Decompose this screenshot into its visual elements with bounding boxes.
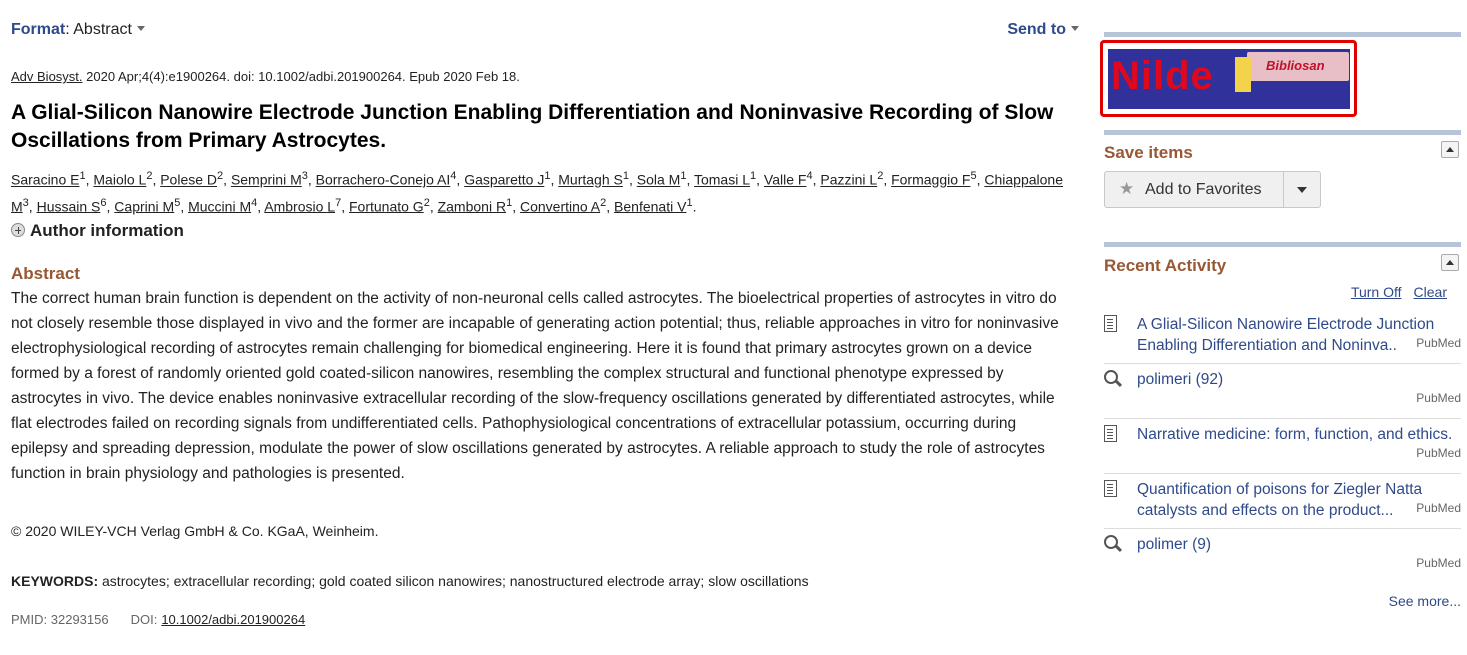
see-more-link[interactable]: See more... <box>1388 593 1461 609</box>
author-link[interactable]: Formaggio F <box>891 171 971 188</box>
affiliation-number: 5 <box>174 196 181 209</box>
author-link[interactable]: Pazzini L <box>820 171 878 188</box>
article-title: A Glial-Silicon Nanowire Electrode Junction Enabling Differentiation and Noninvasive Recording of Slow Oscillations from Primary Astrocytes. <box>11 101 1054 152</box>
add-favorites-label: Add to Favorites <box>1145 181 1262 198</box>
recent-activity-item <box>1104 364 1461 419</box>
add-to-favorites-button <box>1104 171 1321 208</box>
author-link[interactable]: Sola M <box>636 171 681 188</box>
collapse-recent-activity-button[interactable] <box>1441 254 1459 271</box>
source-label: PubMed <box>1416 556 1461 570</box>
turn-off-link[interactable]: Turn Off <box>1350 284 1402 300</box>
affiliation-number: 2 <box>877 170 884 182</box>
affiliation-number: 1 <box>544 170 551 182</box>
author-list: Saracino $E^1$, Maiolo $L^2$, Polese $D^2$, Semprini $M^3$, Borrachero-Conejo $AI^4$, Gasparetto $J^1$, Murtagh $S^1$, Sola $M^1$, Tomasi $L^1$, Valle $F^4$, Pazzini $L^2$, Formaggio $F^5$, Chiappalone $M^3$, Hussain $S^6$, Caprini $M^5$, Muccini $M^4$, Ambrosio $L^7$, Fortunato $G^2$, Zamboni $R^1$, Convertino $A^2$, Benfenati $V^1$. <box>11 170 1063 215</box>
recent-activity-item <box>1104 419 1461 474</box>
section-divider <box>1104 242 1461 247</box>
recent-activity-link[interactable]: A Glial-Silicon Nanowire Electrode Junction Enabling Differentiation and Noninva.. <box>1137 316 1435 354</box>
format-label: Format <box>11 21 66 38</box>
author-link[interactable]: Valle F <box>763 171 807 188</box>
doc-icon <box>1104 480 1117 497</box>
keywords <box>11 573 809 589</box>
citation-details: 2020 Apr;4(4):e1900264. doi: 10.1002/adbi.201900264. Epub 2020 Feb 18. <box>86 69 520 84</box>
doc-icon <box>1104 315 1117 332</box>
recent-activity-item <box>1104 309 1461 364</box>
pmid-value: 32293156 <box>50 612 109 627</box>
affiliation-number: 4 <box>806 170 813 182</box>
author-information-toggle[interactable] <box>11 221 184 241</box>
collapse-save-items-button[interactable] <box>1441 141 1459 158</box>
expand-plus-icon <box>11 223 25 237</box>
format-selector[interactable]: Format: Abstract <box>11 21 145 38</box>
affiliation-number: 3 <box>301 170 308 182</box>
copyright: © 2020 WILEY-VCH Verlag GmbH & Co. KGaA, Weinheim. <box>11 523 379 539</box>
format-row <box>11 21 1079 43</box>
add-favorites-main[interactable] <box>1105 172 1284 207</box>
affiliation-number: 1 <box>506 196 513 209</box>
affiliation-number: 2 <box>600 196 607 209</box>
author-link[interactable]: Gasparetto J <box>464 171 545 188</box>
author-link[interactable]: Maiolo L <box>93 171 147 188</box>
affiliation-number: 7 <box>335 196 342 209</box>
abstract-text: The correct human brain function is dependent on the activity of non-neuronal cells called astrocytes. The bioelectrical properties of astrocytes in vitro do not closely resemble those displayed in vivo and the former are incapable of generating action potential; thus, reliable approaches in vitro for noninvasive electrophysiological recording of astrocytes remain challenging for biomedical engineering. Here it is found that primary astrocytes grown on a device formed by a forest of randomly oriented gold coated-silicon nanowires, resembling the complex structural and functional phenotype expressed by astrocytes in vivo. The device enables noninvasive extracellular recording of the slow-frequency oscillations generated by differentiated astrocytes, while flat electrodes failed on recording signals from undifferentiated cells. Pathophysiological concentrations of extracellular potassium, occurring during epilepsy and spreading depression, modulate the power of slow oscillations generated by astrocytes. A reliable approach to study the role of astrocytes function in brain physiology and pathologies is presented. <box>11 290 1059 482</box>
send-to-menu[interactable] <box>1007 21 1079 39</box>
chevron-down-icon <box>137 26 145 31</box>
source-label: PubMed <box>1416 446 1461 460</box>
nilde-logo-text: Nilde <box>1111 54 1214 98</box>
bibliosan-logo-text: Bibliosan <box>1266 58 1325 73</box>
favorites-dropdown-button[interactable] <box>1284 172 1320 207</box>
keywords-text: astrocytes; extracellular recording; gold coated silicon nanowires; nanostructured electrode array; slow oscillations <box>102 573 809 589</box>
doi-link[interactable]: 10.1002/adbi.201900264 <box>161 612 306 627</box>
affiliation-number: 1 <box>686 196 693 209</box>
author-link[interactable]: Chiappalone M <box>11 171 1063 215</box>
recent-activity-item <box>1104 474 1461 529</box>
affiliation-number: 1 <box>750 170 757 182</box>
affiliation-number: 1 <box>622 170 629 182</box>
recent-activity-link[interactable]: polimer (9) <box>1137 536 1212 553</box>
section-divider <box>1104 32 1461 37</box>
author-link[interactable]: Convertino A <box>519 198 601 215</box>
author-link[interactable]: Borrachero-Conejo AI <box>315 171 451 188</box>
nilde-highlight-box <box>1100 40 1357 117</box>
search-icon <box>1104 370 1122 388</box>
author-link[interactable]: Hussain S <box>36 198 101 215</box>
affiliation-number: 2 <box>423 196 430 209</box>
format-value: Abstract <box>73 21 132 38</box>
abstract-heading: Abstract <box>11 264 80 283</box>
chevron-down-icon <box>1071 26 1079 31</box>
source-label: PubMed <box>1416 501 1461 515</box>
clear-link[interactable]: Clear <box>1413 284 1447 300</box>
author-link[interactable]: Caprini M <box>114 198 175 215</box>
recent-activity-link[interactable]: polimeri (92) <box>1137 371 1224 388</box>
affiliation-number: 1 <box>680 170 687 182</box>
journal-link[interactable]: Adv Biosyst. <box>11 69 83 84</box>
author-link[interactable]: Semprini M <box>230 171 302 188</box>
search-icon <box>1104 535 1122 553</box>
affiliation-number: 3 <box>22 196 29 209</box>
recent-activity-list <box>1104 309 1461 584</box>
affiliation-number: 2 <box>217 170 224 182</box>
source-label: PubMed <box>1416 336 1461 350</box>
author-link[interactable]: Ambrosio L <box>264 198 336 215</box>
source-label: PubMed <box>1416 391 1461 405</box>
nilde-bibliosan-logo[interactable] <box>1108 49 1350 109</box>
affiliation-number: 1 <box>79 170 86 182</box>
pmid-label: PMID: <box>11 612 48 627</box>
recent-activity-link[interactable]: Quantification of poisons for Ziegler Natta catalysts and effects on the product... <box>1137 481 1423 519</box>
citation <box>11 69 520 84</box>
recent-activity-actions <box>1339 284 1447 300</box>
logo-yellow-bar <box>1235 57 1251 92</box>
author-info-label: Author information <box>30 221 184 240</box>
section-divider <box>1104 130 1461 135</box>
doi-label: DOI: <box>130 612 158 627</box>
keywords-label: KEYWORDS: <box>11 573 99 589</box>
star-icon: ★ <box>1119 179 1135 198</box>
recent-activity-heading: Recent Activity <box>1104 256 1227 275</box>
author-link[interactable]: Saracino E <box>11 171 80 188</box>
send-to-label: Send to <box>1007 21 1066 38</box>
affiliation-number: 6 <box>100 196 107 209</box>
affiliation-number: 2 <box>146 170 153 182</box>
affiliation-number: 5 <box>970 170 977 182</box>
affiliation-number: 4 <box>251 196 258 209</box>
author-link[interactable]: Polese D <box>160 171 218 188</box>
save-items-heading: Save items <box>1104 143 1193 162</box>
author-link[interactable]: Muccini M <box>188 198 252 215</box>
doc-icon <box>1104 425 1117 442</box>
author-link[interactable]: Zamboni R <box>437 198 507 215</box>
affiliation-number: 4 <box>450 170 457 182</box>
recent-activity-item <box>1104 529 1461 584</box>
author-link[interactable]: Fortunato G <box>348 198 424 215</box>
article-ids <box>11 612 305 627</box>
author-link[interactable]: Murtagh S <box>558 171 623 188</box>
recent-activity-link[interactable]: Narrative medicine: form, function, and ethics. <box>1137 426 1453 443</box>
author-link[interactable]: Tomasi L <box>693 171 751 188</box>
author-link[interactable]: Benfenati V <box>614 198 687 215</box>
